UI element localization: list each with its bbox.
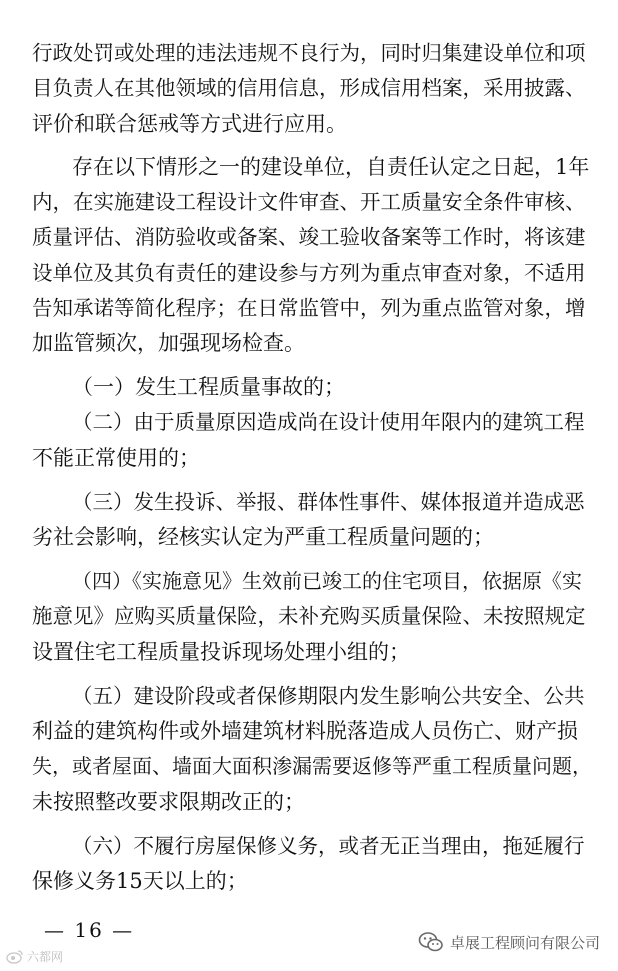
text-line: （四）《实施意见》生效前已竣工的住宅项目，依据原《实 (72, 569, 582, 594)
text-line: （一）发生工程质量事故的； (72, 375, 345, 400)
text-line: 不能正常使用的； (32, 445, 200, 470)
text-line: 评价和联合惩戒等方式进行应用。 (32, 111, 347, 136)
text-line: 未按照整改要求限期改正的； (32, 789, 305, 814)
text-line: 内，在实施建设工程设计文件审查、开工质量安全条件审核、 (32, 190, 586, 215)
text-line: 失，或者屋面、墙面大面积渗漏需要返修等严重工程质量问题， (32, 754, 592, 779)
page-number: — 16 — (44, 918, 135, 942)
brand-watermark (418, 927, 600, 957)
text-line: 设单位及其负有责任的建设参与方列为重点审查对象，不适用 (32, 260, 586, 285)
text-line: 施意见》应购买质量保险，未补充购买质量保险、未按照规定 (32, 604, 586, 629)
text-line: 劣社会影响，经核实认定为严重工程质量问题的； (32, 525, 494, 550)
text-line: 告知承诺等简化程序；在日常监管中，列为重点监管对象，增 (32, 295, 586, 320)
text-line: （三）发生投诉、举报、群体性事件、媒体报道并造成恶 (72, 489, 585, 514)
brand-watermark-text: 卓展工程顾问有限公司 (450, 933, 601, 952)
text-line: 质量评估、消防验收或备案、竣工验收备案等工作时，将该建 (32, 225, 586, 250)
text-line: 保修义务15天以上的； (32, 869, 248, 893)
bottom-left-watermark (6, 948, 63, 965)
text-line: 行政处罚或处理的违法违规不良行为，同时归集建设单位和项 (32, 41, 586, 65)
text-line: 存在以下情形之一的建设单位，自责任认定之日起，1年 (72, 154, 590, 179)
text-line: （六）不履行房屋保修义务，或者无正当理由，拖延履行 (72, 833, 585, 858)
text-line: 目负责人在其他领域的信用信息，形成信用档案，采用披露、 (32, 76, 586, 101)
bottom-left-watermark-text: 六都网 (27, 950, 64, 964)
text-line: 设置住宅工程质量投诉现场处理小组的； (32, 639, 410, 664)
text-line: （二）由于质量原因造成尚在设计使用年限内的建筑工程 (72, 410, 585, 435)
text-line: 利益的建筑构件或外墙建筑材料脱落造成人员伤亡、财产损 (32, 719, 578, 744)
text-line: 加监管频次，加强现场检查。 (32, 331, 305, 356)
weibo-icon (6, 949, 24, 964)
wechat-icon (418, 931, 444, 953)
text-line: （五）建设阶段或者保修期限内发生影响公共安全、公共 (72, 683, 585, 708)
